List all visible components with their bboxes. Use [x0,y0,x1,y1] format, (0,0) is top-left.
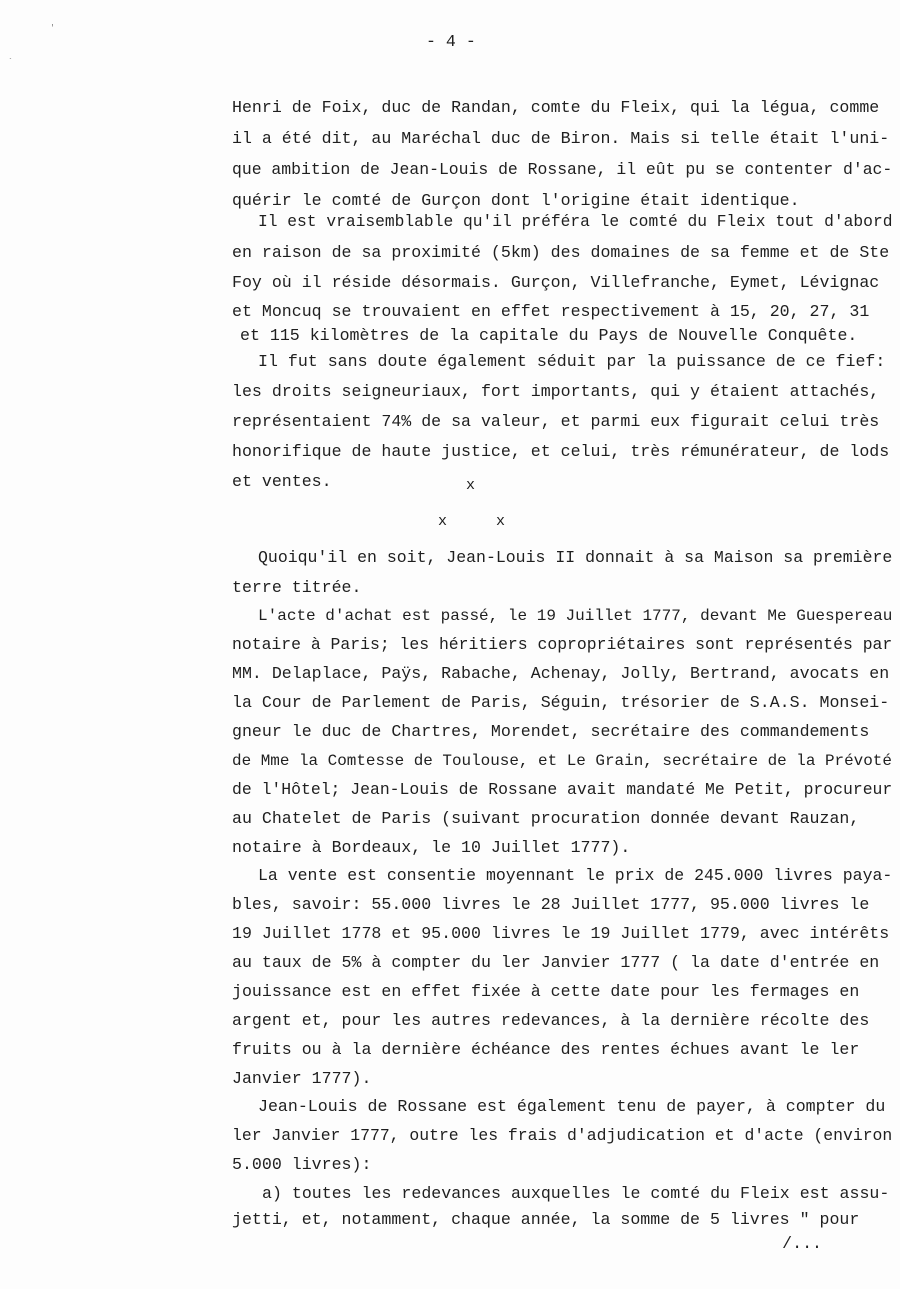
text-line: de l'Hôtel; Jean-Louis de Rossane avait mandaté Me Petit, procureur [232,780,893,799]
text-line: Henri de Foix, duc de Randan, comte du Fleix, qui la légua, comme [232,98,880,117]
text-line: argent et, pour les autres redevances, à la dernière récolte des [232,1011,870,1030]
text-line: L'acte d'achat est passé, le 19 Juillet 1777, devant Me Guespereau [258,607,893,625]
text-line: Il fut sans doute également séduit par la puissance de ce fief: [258,352,886,371]
text-line: il a été dit, au Maréchal duc de Biron. Mais si telle était l'uni- [232,129,890,148]
scan-speck: ' [50,24,55,33]
text-line: La vente est consentie moyennant le prix de 245.000 livres paya- [258,866,893,885]
text-line: quérir le comté de Gurçon dont l'origine était identique. [232,191,800,210]
text-line: Il est vraisemblable qu'il préféra le comté du Fleix tout d'abord [258,212,893,231]
text-line: notaire à Bordeaux, le 10 Juillet 1777). [232,838,631,857]
text-line: bles, savoir: 55.000 livres le 28 Juillet 1777, 95.000 livres le [232,895,870,914]
text-line: et 115 kilomètres de la capitale du Pays de Nouvelle Conquête. [240,326,858,345]
text-line: ler Janvier 1777, outre les frais d'adjudication et d'acte (environ [232,1126,893,1145]
text-line: et ventes. [232,472,332,491]
text-line: que ambition de Jean-Louis de Rossane, il eût pu se contenter d'ac- [232,160,893,179]
text-line: gneur le duc de Chartres, Morendet, secrétaire des commandements [232,722,870,741]
page-number: - 4 - [426,32,476,51]
text-line: au Chatelet de Paris (suivant procuration donnée devant Rauzan, [232,809,860,828]
text-line: jetti, et, notamment, chaque année, la somme de 5 livres " pour [232,1210,860,1229]
text-line: Janvier 1777). [232,1069,372,1088]
text-line: Jean-Louis de Rossane est également tenu de payer, à compter du [258,1097,886,1116]
text-line: la Cour de Parlement de Paris, Séguin, trésorier de S.A.S. Monsei- [232,693,890,712]
text-line: terre titrée. [232,578,362,597]
text-line: 19 Juillet 1778 et 95.000 livres le 19 Juillet 1779, avec intérêts [232,924,890,943]
text-line: notaire à Paris; les héritiers copropriétaires sont représentés par [232,635,893,654]
text-line: jouissance est en effet fixée à cette date pour les fermages en [232,982,860,1001]
text-line: les droits seigneuriaux, fort importants, qui y étaient attachés, [232,382,880,401]
text-line: en raison de sa proximité (5km) des domaines de sa femme et de Ste [232,243,890,262]
scan-speck: ` [8,58,13,67]
text-line: et Moncuq se trouvaient en effet respectivement à 15, 20, 27, 31 [232,302,870,321]
section-break-mark: x [466,477,476,494]
section-break-mark: x [496,513,506,530]
text-line: 5.000 livres): [232,1155,372,1174]
text-line: honorifique de haute justice, et celui, très rémunérateur, de lods [232,442,890,461]
continuation-mark: /... [782,1234,822,1253]
text-line: Foy où il réside désormais. Gurçon, Villefranche, Eymet, Lévignac [232,273,880,292]
text-line: représentaient 74% de sa valeur, et parmi eux figurait celui très [232,412,880,431]
section-break-mark: x [438,513,448,530]
text-line: a) toutes les redevances auxquelles le comté du Fleix est assu- [262,1184,890,1203]
text-line: fruits ou à la dernière échéance des rentes échues avant le ler [232,1040,860,1059]
text-line: Quoiqu'il en soit, Jean-Louis II donnait à sa Maison sa première [258,548,893,567]
text-line: au taux de 5% à compter du ler Janvier 1777 ( la date d'entrée en [232,953,880,972]
text-line: de Mme la Comtesse de Toulouse, et Le Grain, secrétaire de la Prévoté [232,752,892,770]
text-line: MM. Delaplace, Paÿs, Rabache, Achenay, Jolly, Bertrand, avocats en [232,664,890,683]
